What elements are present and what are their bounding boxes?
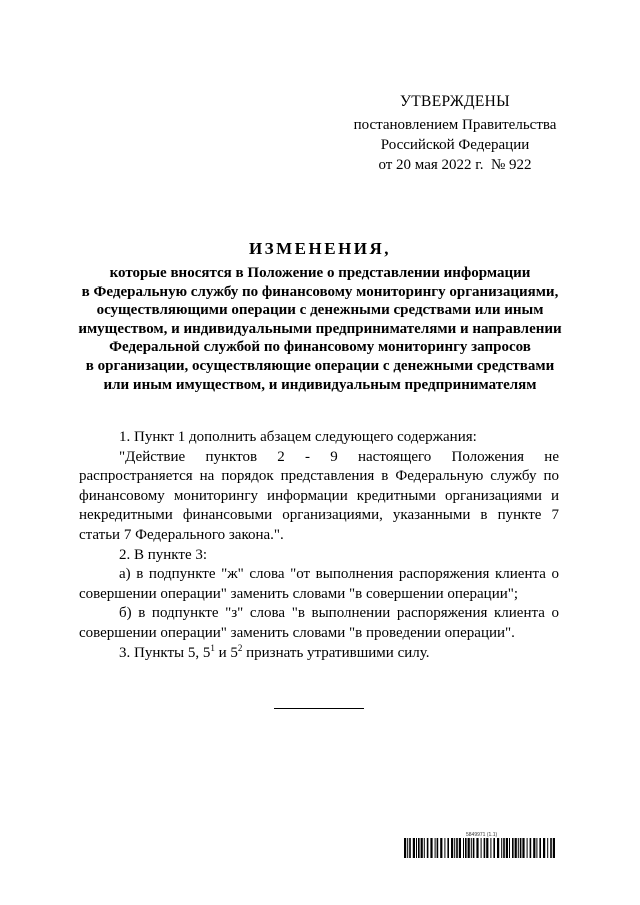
paragraph-1: 1. Пункт 1 дополнить абзацем следующего содержания: xyxy=(119,429,477,445)
paragraph-6 xyxy=(79,644,559,664)
p6-start: 3. Пункты 5, 5 xyxy=(119,644,211,661)
paragraph-2: "Действие пунктов 2 - 9 настоящего Положения не распространяется на порядок представления в Федеральную службу по финансовому мониторингу информации кредитными организациями и некредитными финансовыми организациями, указанными в пункте 7 статьи 7 Федерального закона.". xyxy=(79,448,559,543)
document-body xyxy=(79,428,559,663)
approval-heading: УТВЕРЖДЕНЫ xyxy=(400,93,510,110)
closing-rule xyxy=(274,708,364,709)
subtitle-line: Федеральной службой по финансовому мониторингу запросов xyxy=(109,339,531,356)
paragraph-5: б) в подпункте "з" слова "в выполнении распоряжения клиента о совершении операции" заменить словами "в проведении операции". xyxy=(79,605,559,641)
document-subtitle xyxy=(60,264,580,394)
approval-line-2: Российской Федерации xyxy=(380,137,530,153)
subtitle-line: в организации, осуществляющие операции с денежными средствами xyxy=(85,357,555,374)
paragraph-3: 2. В пункте 3: xyxy=(119,546,208,563)
subtitle-line: или иным имуществом, и индивидуальным предпринимателям xyxy=(103,376,537,393)
subtitle-line: имуществом, и индивидуальными предпринимателями и направлении xyxy=(78,320,562,337)
p6-superscript-2: 2 xyxy=(237,642,243,653)
document-title: ИЗМЕНЕНИЯ, xyxy=(248,239,392,258)
p6-mid: и 5 xyxy=(214,644,238,661)
subtitle-line: которые вносятся в Положение о представлении информации xyxy=(109,265,531,281)
approval-line-3: от 20 мая 2022 г. № 922 xyxy=(378,157,532,173)
subtitle-line: осуществляющими операции с денежными средствами или иным xyxy=(96,302,544,319)
subtitle-line: в Федеральную службу по финансовому мониторингу организациями, xyxy=(81,283,559,300)
p6-superscript-1: 1 xyxy=(210,642,215,653)
paragraph-4: а) в подпункте "ж" слова "от выполнения распоряжения клиента о совершении операции" заменить словами "в совершении операции"; xyxy=(79,566,559,602)
approval-block xyxy=(330,92,580,175)
document-code: 5849971 (1.1) xyxy=(466,832,498,838)
approval-line-1: постановлением Правительства xyxy=(353,117,557,133)
p6-end: признать утратившими силу. xyxy=(242,644,430,661)
barcode-icon xyxy=(404,838,556,858)
